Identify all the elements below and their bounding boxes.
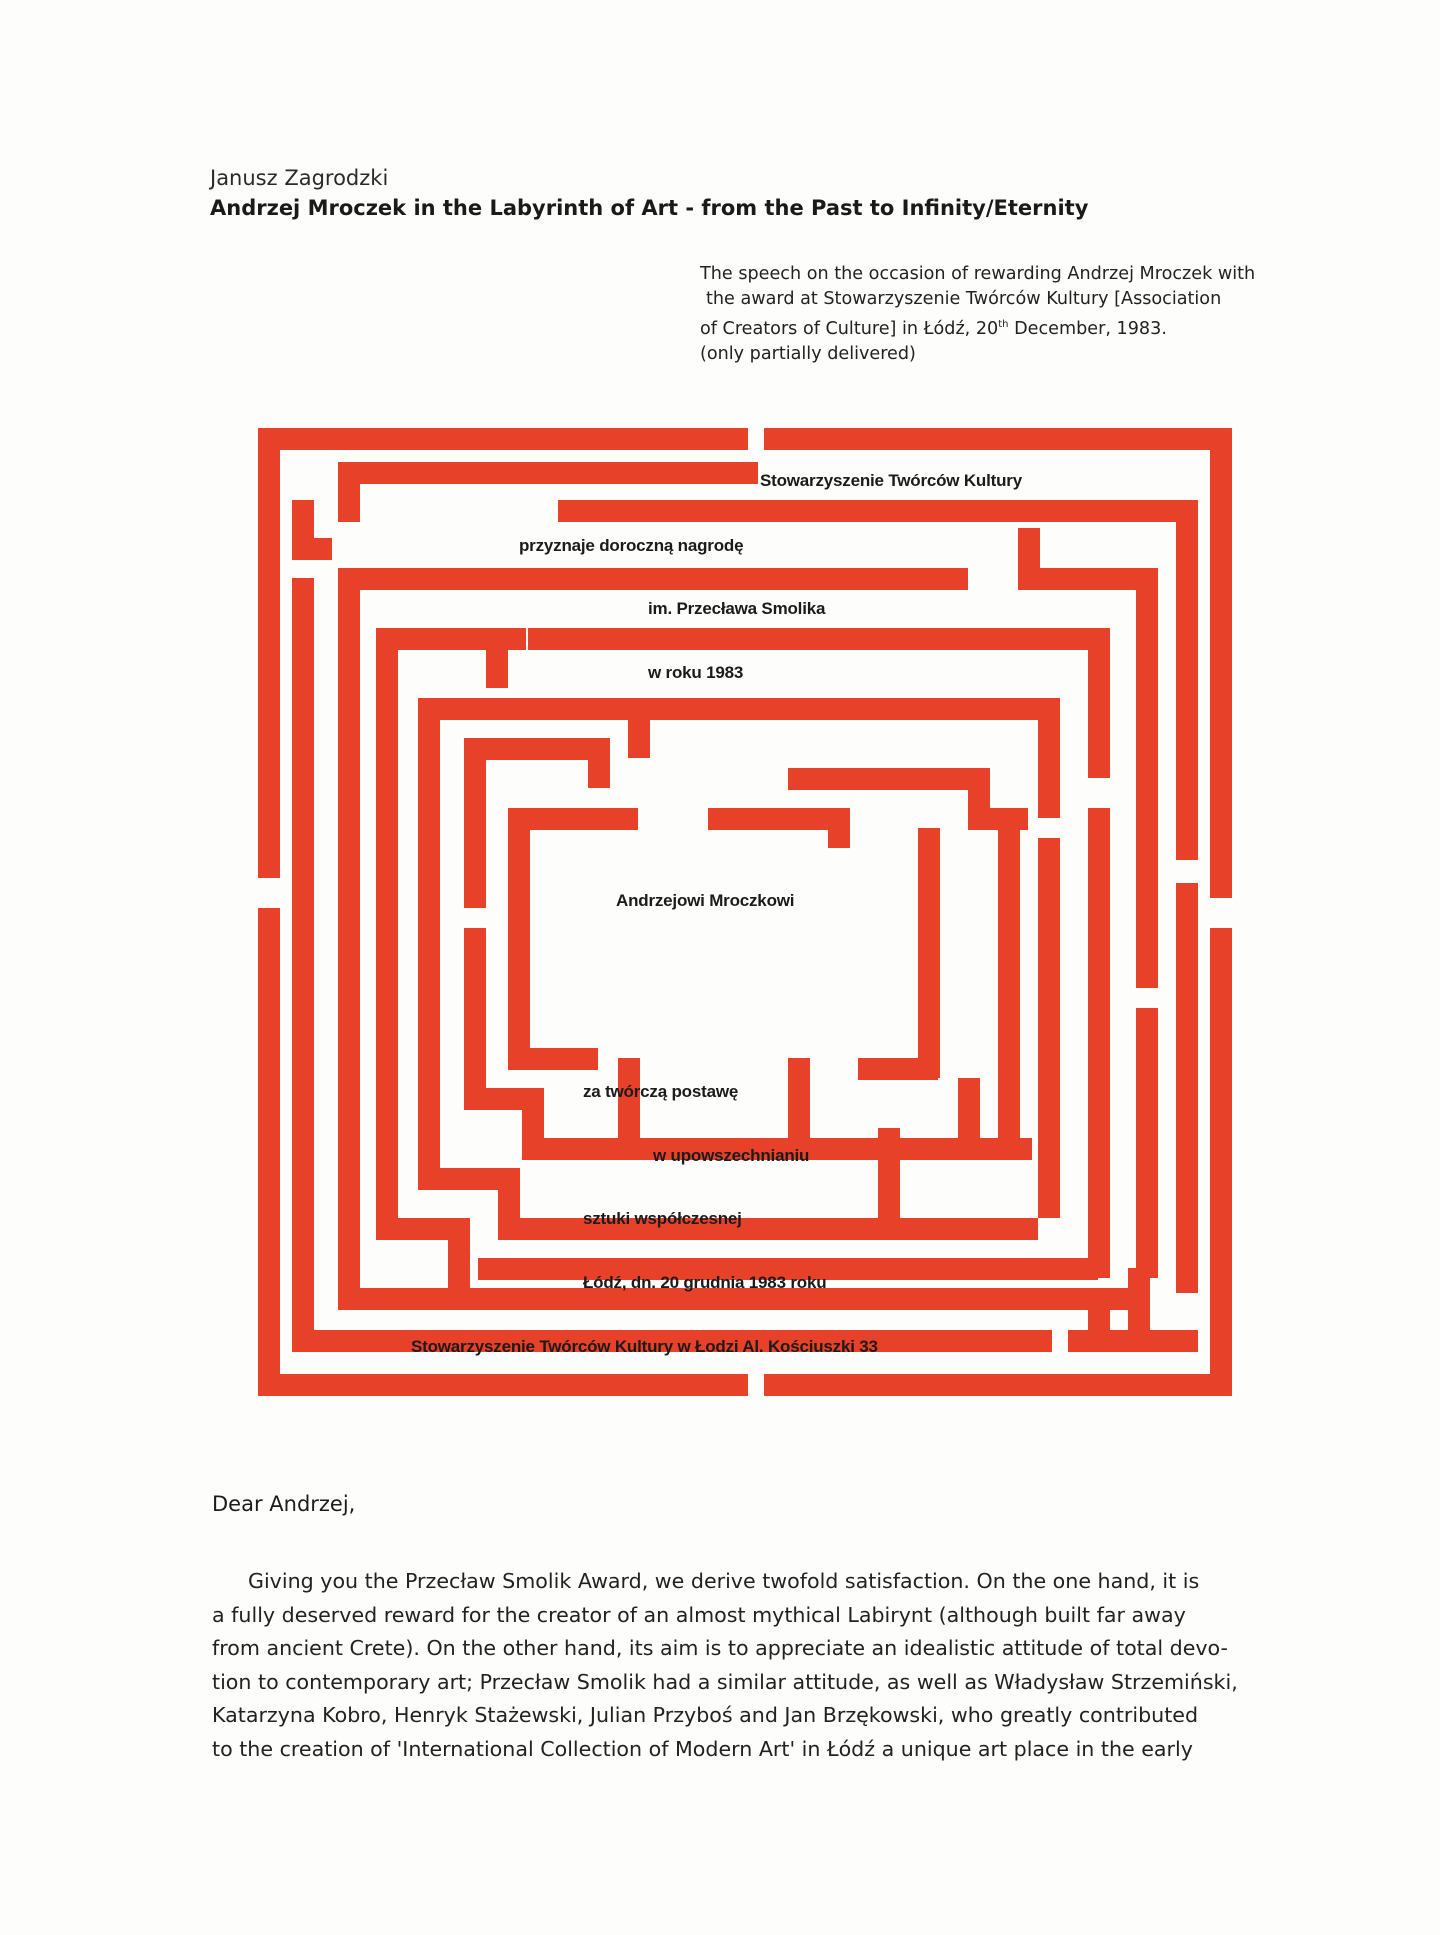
speech-note (700, 262, 1280, 367)
labyrinth-wall (1210, 428, 1232, 898)
labyrinth-wall (418, 698, 440, 1188)
maze-label: Stowarzyszenie Twórców Kultury (760, 471, 1022, 490)
labyrinth-wall (1088, 1288, 1110, 1348)
labyrinth-wall (508, 1048, 598, 1070)
article-title: Andrzej Mroczek in the Labyrinth of Art - from the Past to Infinity/Eternity (210, 196, 1089, 220)
note-line-tail: December, 1983. (1008, 318, 1167, 339)
labyrinth-wall (708, 808, 848, 830)
labyrinth-wall (1136, 1008, 1158, 1278)
note-line: The speech on the occasion of rewarding Andrzej Mroczek with (700, 264, 1256, 284)
labyrinth-wall (588, 738, 610, 788)
paragraph-line: Giving you the Przecław Smolik Award, we derive twofold satisfaction. On the one hand, it is (248, 1569, 1200, 1593)
labyrinth-wall (338, 568, 738, 590)
labyrinth-wall (764, 428, 1232, 450)
labyrinth-walls (258, 428, 1232, 1396)
labyrinth-wall (764, 1374, 1232, 1396)
paragraph-line: to the creation of 'International Collection of Modern Art' in Łódź a unique art place in the early (212, 1736, 1193, 1761)
labyrinth-wall (788, 1058, 810, 1138)
paragraph-line: tion to contemporary art; Przecław Smolik had a similar attitude, as well as Władysław Strzemiński, (212, 1669, 1238, 1694)
labyrinth-wall (1088, 808, 1110, 1218)
note-line: (only partially delivered) (700, 343, 916, 364)
labyrinth-wall (292, 578, 314, 1338)
maze-label: sztuki współczesnej (583, 1209, 742, 1228)
labyrinth-wall (558, 500, 1198, 522)
labyrinth-wall (1176, 500, 1198, 860)
maze-label: Andrzejowi Mroczkowi (616, 891, 795, 910)
labyrinth-wall (464, 738, 604, 760)
labyrinth-wall (508, 808, 638, 830)
paragraph-line: a fully deserved reward for the creator of an almost mythical Labirynt (although built far away (212, 1602, 1186, 1627)
note-line-text: of Creators of Culture] in Łódź, 20 (700, 318, 999, 339)
labyrinth-graphic (258, 428, 1232, 1396)
ordinal-suffix: th (998, 319, 1009, 330)
labyrinth-wall (658, 698, 1058, 720)
letter-body (212, 1565, 1278, 1767)
labyrinth-wall (376, 628, 398, 1238)
labyrinth-wall (258, 908, 280, 1396)
author-name: Janusz Zagrodzki (210, 166, 389, 190)
maze-label: Łódź, dn. 20 grudnia 1983 roku (583, 1273, 827, 1292)
labyrinth-wall (1068, 1330, 1198, 1352)
maze-label: przyznaje doroczną nagrodę (519, 536, 744, 555)
labyrinth-wall (858, 1058, 938, 1080)
labyrinth-wall (1176, 883, 1198, 1293)
labyrinth-wall (1136, 568, 1158, 988)
salutation: Dear Andrzej, (212, 1492, 356, 1516)
labyrinth-wall (498, 1218, 1038, 1240)
labyrinth-wall (738, 568, 968, 590)
labyrinth-wall (628, 698, 650, 758)
maze-label: Stowarzyszenie Twórców Kultury w Łodzi Al. Kościuszki 33 (411, 1337, 878, 1356)
labyrinth-wall (258, 428, 280, 878)
labyrinth-wall (828, 808, 850, 848)
labyrinth-wall (1088, 1198, 1110, 1278)
labyrinth-wall (338, 462, 758, 484)
labyrinth-wall (528, 628, 1088, 650)
labyrinth-wall (1210, 928, 1232, 1396)
labyrinth-wall (486, 628, 508, 688)
labyrinth-wall (1088, 628, 1110, 778)
note-line (700, 312, 1280, 342)
labyrinth-diploma (258, 428, 1232, 1396)
labyrinth-wall (788, 768, 988, 790)
labyrinth-wall (958, 1078, 980, 1148)
paragraph-line: from ancient Crete). On the other hand, its aim is to appreciate an idealistic attitude of total devo- (212, 1636, 1228, 1661)
maze-label: w roku 1983 (648, 663, 744, 682)
labyrinth-wall (998, 818, 1020, 1148)
labyrinth-wall (508, 808, 530, 1068)
labyrinth-wall (338, 568, 360, 1268)
labyrinth-wall (258, 428, 748, 450)
paragraph-line: Katarzyna Kobro, Henryk Stażewski, Julian Przyboś and Jan Brzękowski, who greatly contributed (212, 1703, 1199, 1728)
labyrinth-wall (1038, 838, 1060, 1218)
labyrinth-wall (918, 828, 940, 1078)
maze-label: im. Przecława Smolika (648, 599, 826, 618)
maze-label: w upowszechnianiu (653, 1146, 810, 1165)
labyrinth-wall (464, 738, 486, 908)
labyrinth-wall (1038, 698, 1060, 818)
labyrinth-wall (258, 1374, 748, 1396)
labyrinth-wall (464, 928, 486, 1108)
labyrinth-wall (292, 538, 332, 560)
maze-label: za twórczą postawę (583, 1082, 739, 1101)
note-line: the award at Stowarzyszenie Twórców Kultury [Association (706, 289, 1222, 309)
labyrinth-wall (448, 1218, 470, 1298)
